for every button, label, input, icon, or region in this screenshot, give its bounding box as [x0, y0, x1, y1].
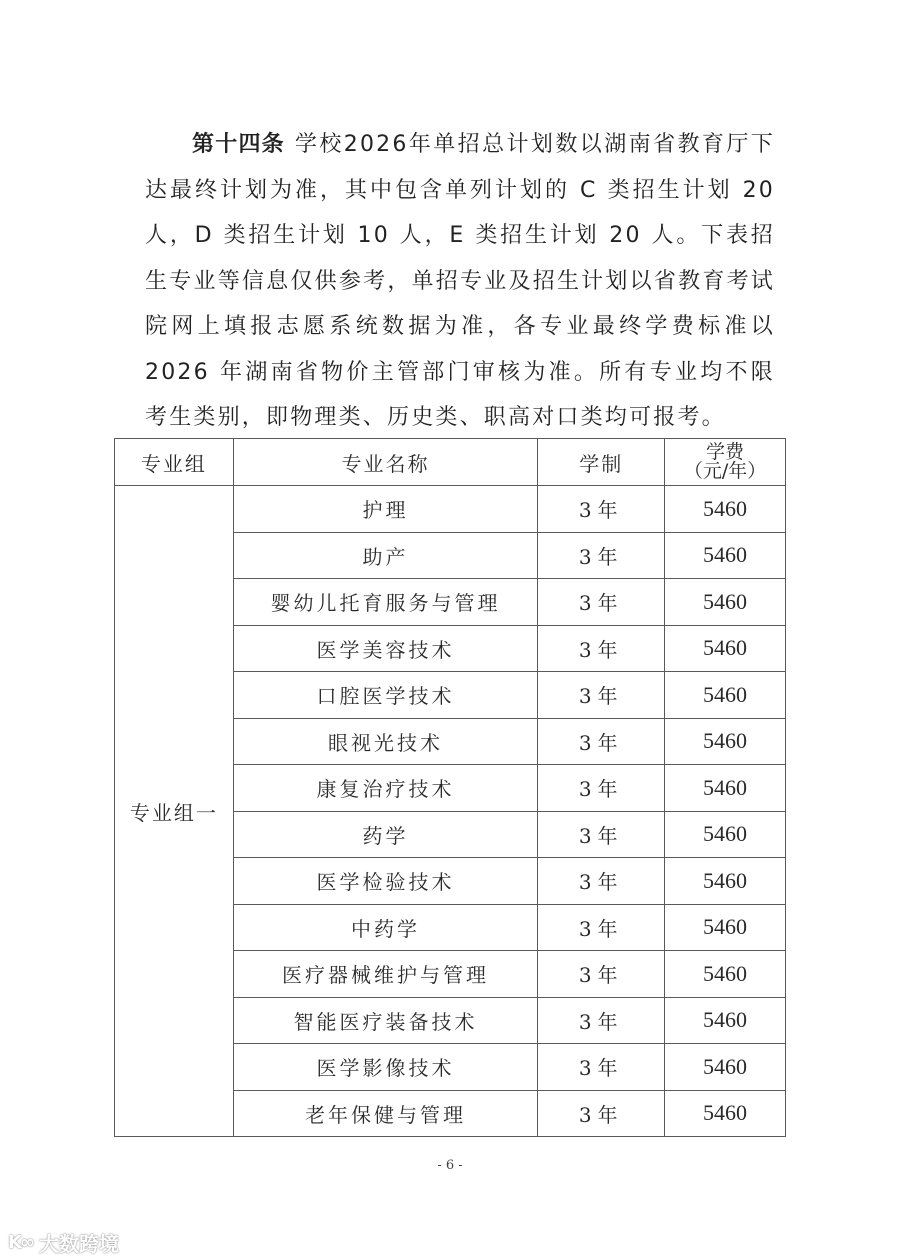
header-fee-title: 学费 — [706, 441, 745, 463]
major-name: 医疗器械维护与管理 — [233, 951, 537, 998]
major-name: 眼视光技术 — [233, 718, 537, 765]
duration: 3年 — [538, 1090, 665, 1137]
fee: 5460 — [665, 765, 786, 812]
duration: 3年 — [538, 625, 665, 672]
duration: 3年 — [538, 765, 665, 812]
watermark-text: 大数跨境 — [38, 1232, 119, 1256]
duration: 3年 — [538, 579, 665, 626]
major-name: 医学检验技术 — [233, 858, 537, 905]
major-name: 婴幼儿托育服务与管理 — [233, 579, 537, 626]
duration: 3年 — [538, 904, 665, 951]
duration: 3年 — [538, 951, 665, 998]
fee: 5460 — [665, 486, 786, 533]
header-group: 专业组 — [115, 439, 234, 486]
major-name: 老年保健与管理 — [233, 1090, 537, 1137]
duration: 3年 — [538, 486, 665, 533]
fee: 5460 — [665, 672, 786, 719]
watermark — [8, 1228, 119, 1257]
major-name: 药学 — [233, 811, 537, 858]
article-paragraph — [145, 122, 775, 441]
major-name: 护理 — [233, 486, 537, 533]
fee: 5460 — [665, 951, 786, 998]
fee: 5460 — [665, 811, 786, 858]
duration: 3年 — [538, 858, 665, 905]
fee: 5460 — [665, 997, 786, 1044]
fee: 5460 — [665, 1090, 786, 1137]
header-fee-unit: （元/年） — [683, 460, 767, 482]
fee: 5460 — [665, 1044, 786, 1091]
article-label: 第十四条 — [192, 132, 285, 157]
major-name: 医学影像技术 — [233, 1044, 537, 1091]
fee: 5460 — [665, 718, 786, 765]
group-cell: 专业组一 — [115, 486, 234, 1137]
table-header-row — [115, 439, 786, 486]
header-duration: 学制 — [538, 439, 665, 486]
duration: 3年 — [538, 997, 665, 1044]
duration: 3年 — [538, 811, 665, 858]
duration: 3年 — [538, 532, 665, 579]
major-name: 医学美容技术 — [233, 625, 537, 672]
duration: 3年 — [538, 718, 665, 765]
header-fee — [665, 439, 786, 486]
major-name: 中药学 — [233, 904, 537, 951]
duration: 3年 — [538, 1044, 665, 1091]
enrollment-plan-table — [114, 438, 786, 1137]
table-row — [115, 486, 786, 533]
major-name: 康复治疗技术 — [233, 765, 537, 812]
page-number: - 6 - — [437, 1158, 463, 1173]
watermark-logo-icon: K∞ — [8, 1232, 33, 1253]
major-name: 口腔医学技术 — [233, 672, 537, 719]
duration: 3年 — [538, 672, 665, 719]
header-major-name: 专业名称 — [233, 439, 537, 486]
fee: 5460 — [665, 579, 786, 626]
fee: 5460 — [665, 904, 786, 951]
article-body: 学校2026年单招总计划数以湖南省教育厅下达最终计划为准，其中包含单列计划的 C 类招生计划 20 人，D 类招生计划 10 人，E 类招生计划 20 人。下表招生专业等信息仅供参考，单招专业及招生计划以省教育考试院网上填报志愿系统数据为准，各专业最终学费标准以 2026 年湖南省物价主管部门审核为准。所有专业均不限考生类别，即物理类、历史类、职高对口类均可报考。 — [145, 132, 775, 430]
major-name: 智能医疗装备技术 — [233, 997, 537, 1044]
fee: 5460 — [665, 858, 786, 905]
major-name: 助产 — [233, 532, 537, 579]
fee: 5460 — [665, 625, 786, 672]
fee: 5460 — [665, 532, 786, 579]
